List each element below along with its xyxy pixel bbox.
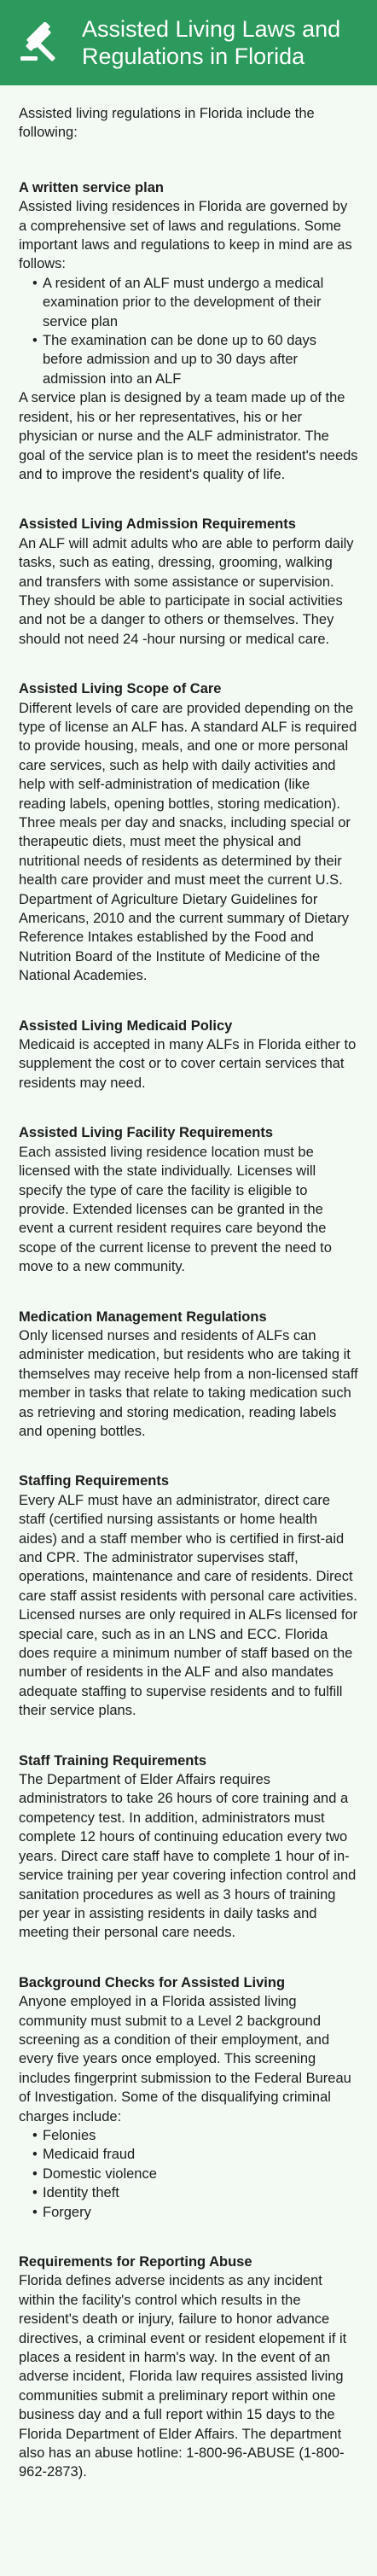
section-medicaid xyxy=(19,1017,358,1093)
bullet-list xyxy=(19,274,358,388)
section-heading: Assisted Living Scope of Care xyxy=(19,681,222,697)
section-heading: A written service plan xyxy=(19,179,164,195)
section-body: Anyone employed in a Florida assisted living community must submit to a Level 2 background screening as a condition of their employment, and every five years once employed. This screening includes fingerprint submission to the Federal Bureau of Investigation. Some of the disqualifying criminal charges include: xyxy=(19,1994,351,2124)
section-reporting-abuse xyxy=(19,2253,358,2482)
bullet-list xyxy=(19,2126,358,2222)
section-heading: Background Checks for Assisted Living xyxy=(19,1974,286,1990)
list-item: • Identity theft xyxy=(32,2183,358,2202)
section-body: The Department of Elder Affairs requires administrators to take 26 hours of core training and a competency test. In addition, administrators must complete 12 hours of continuing education every two years. Direct care staff have to complete 1 hour of in-service training per year covering infection control and sanitation procedures as well as 3 hours of training per year in assisting residents in daily tasks and meeting their personal care needs. xyxy=(19,1772,357,1941)
section-body: Only licensed nurses and residents of ALFs can administer medication, but residents who are taking it themselves may receive help from a non-licensed staff member in tasks that relate to taking medication such as retrieving and storing medication, reading labels and opening bottles. xyxy=(19,1327,358,1439)
list-item: • Domestic violence xyxy=(32,2165,358,2183)
section-heading: Assisted Living Facility Requirements xyxy=(19,1125,273,1141)
section-body: Medicaid is accepted in many ALFs in Florida either to supplement the cost or to cover certain services that residents may need. xyxy=(19,1037,357,1091)
section-heading: Medication Management Regulations xyxy=(19,1308,267,1325)
section-medication xyxy=(19,1308,358,1442)
section-background-checks xyxy=(19,1973,358,2222)
section-body: Florida defines adverse incidents as any incident within the facility's control which results in the resident's death or injury, failure to honor advance directives, a criminal event or resident elopement if it places a resident in harm's way. In the event of an adverse incident, Florida law requires assisted living communities submit a preliminary report within one business day and a full report within 15 days to the Florida Department of Elder Affairs. The department also has an abuse hotline: 1-800-96-ABUSE (1-800-962-2873). xyxy=(19,2273,347,2480)
section-heading: Requirements for Reporting Abuse xyxy=(19,2254,252,2270)
section-body: Every ALF must have an administrator, direct care staff (certified nursing assistants or home health aides) and a staff member who is certified in first-aid and CPR. The administrator supervises staff, operations, maintenance and care of residents. Direct care staff assist residents with personal care activities. Licensed nurses are only required in ALFs licensed for special care, such as in an LNS and ECC. Florida does require a minimum number of staff based on the number of residents in the ALF and also mandates adequate staffing to supervise residents and to fulfill their service plans. xyxy=(19,1492,358,1719)
intro-text: Assisted living regulations in Florida include the following: xyxy=(19,106,315,141)
section-body: Each assisted living residence location must be licensed with the state individually. Licenses will specify the type of care the facility is eligible to provide. Extended licenses can be granted in the event a current resident requires care beyond the scope of the current license to prevent the need to move to a new community. xyxy=(19,1144,332,1275)
gavel-icon xyxy=(19,22,60,63)
list-item: • The examination can be done up to 60 days before admission and up to 30 days after admission into an ALF xyxy=(32,331,358,388)
section-staffing xyxy=(19,1472,358,1720)
list-item: • Medicaid fraud xyxy=(32,2145,358,2164)
list-item: • A resident of an ALF must undergo a medical examination prior to the development of their service plan xyxy=(32,274,358,331)
section-heading: Staffing Requirements xyxy=(19,1473,170,1489)
list-item: • Forgery xyxy=(32,2203,358,2222)
section-heading: Assisted Living Admission Requirements xyxy=(19,516,296,533)
article-body xyxy=(0,85,377,2530)
section-training xyxy=(19,1751,358,1943)
section-heading: Staff Training Requirements xyxy=(19,1752,207,1769)
section-facility xyxy=(19,1123,358,1276)
page-header xyxy=(0,0,377,85)
section-body: A service plan is designed by a team made up of the resident, his or her representatives, his or her physician or nurse and the ALF administrator. The goal of the service plan is to meet the resident's needs and to improve the resident's quality of life. xyxy=(19,390,358,482)
section-service-plan xyxy=(19,178,358,485)
section-heading: Assisted Living Medicaid Policy xyxy=(19,1017,233,1034)
section-scope-of-care xyxy=(19,679,358,986)
section-body: Different levels of care are provided depending on the type of license an ALF has. A standard ALF is required to provide housing, meals, and one or more personal care services, such as help with daily activities and help with self-administration of medication (like reading labels, opening bottles, storing medication). Three meals per day and snacks, including special or therapeutic diets, must meet the physical and nutritional needs of residents as determined by their health care provider and must meet the current U.S. Department of Agriculture Dietary Guidelines for Americans, 2010 and the current summary of Dietary Reference Intakes established by the Food and Nutrition Board of the Institute of Medicine of the National Academies. xyxy=(19,700,357,984)
section-body: Assisted living residences in Florida are governed by a comprehensive set of laws and regulations. Some important laws and regulations to keep in mind are as follows: xyxy=(19,199,352,272)
page-title: Assisted Living Laws and Regulations in Florida xyxy=(82,16,341,69)
section-body: An ALF will admit adults who are able to perform daily tasks, such as eating, dressing, grooming, walking and transfers with some assistance or supervision. They should be able to participate in social activities and not be a danger to others or themselves. They should not need 24 -hour nursing or medical care. xyxy=(19,535,354,647)
section-admission xyxy=(19,515,358,649)
list-item: • Felonies xyxy=(32,2126,358,2145)
